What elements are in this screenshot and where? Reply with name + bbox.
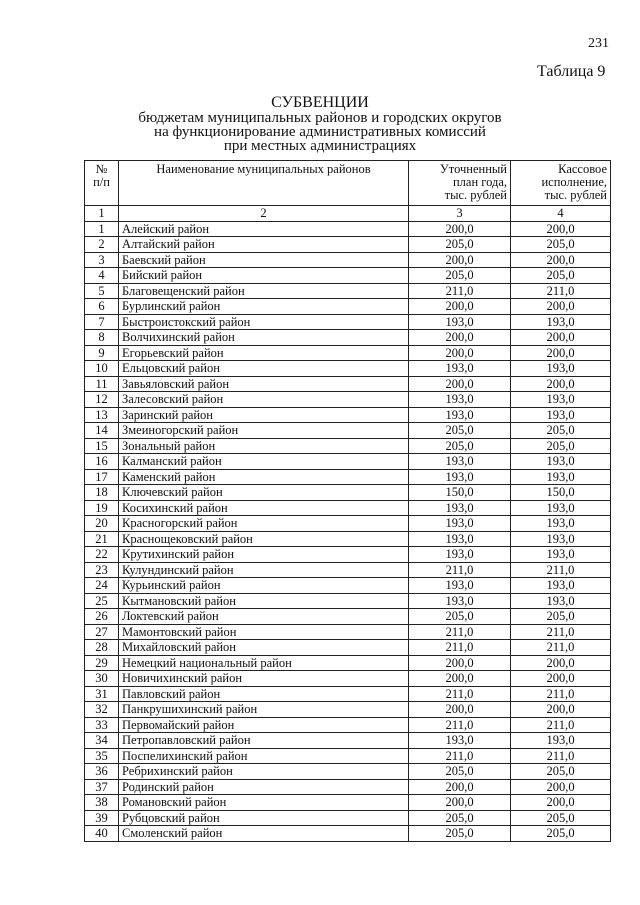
execution-value-cell: 200,0: [511, 345, 611, 361]
row-number-cell: 37: [85, 779, 119, 795]
plan-value-cell: 193,0: [409, 454, 511, 470]
table-row: [85, 547, 611, 563]
table-row: [85, 686, 611, 702]
execution-value-cell: 193,0: [511, 407, 611, 423]
district-name-cell: Павловский район: [119, 686, 409, 702]
table-label: Таблица 9: [537, 63, 606, 80]
execution-value-cell: 193,0: [511, 500, 611, 516]
district-name-cell: Романовский район: [119, 795, 409, 811]
subsidies-table: [84, 160, 611, 842]
header-district-name: Наименование муниципальных районов: [119, 161, 409, 206]
table-row: [85, 454, 611, 470]
plan-value-cell: 205,0: [409, 438, 511, 454]
execution-value-cell: 193,0: [511, 516, 611, 532]
header-plan: [409, 161, 511, 206]
row-number-cell: 28: [85, 640, 119, 656]
table-row: [85, 361, 611, 377]
district-name-cell: Заринский район: [119, 407, 409, 423]
column-index-row: [85, 206, 611, 222]
table-row: [85, 624, 611, 640]
header-plan-line: план года,: [452, 175, 507, 189]
row-number-cell: 22: [85, 547, 119, 563]
district-name-cell: Немецкий национальный район: [119, 655, 409, 671]
district-name-cell: Алтайский район: [119, 237, 409, 253]
district-name-cell: Краснощековский район: [119, 531, 409, 547]
plan-value-cell: 193,0: [409, 392, 511, 408]
column-index: 4: [511, 206, 611, 222]
plan-value-cell: 211,0: [409, 283, 511, 299]
execution-value-cell: 193,0: [511, 454, 611, 470]
table-row: [85, 655, 611, 671]
column-index: 2: [119, 206, 409, 222]
plan-value-cell: 200,0: [409, 671, 511, 687]
row-number-cell: 12: [85, 392, 119, 408]
district-name-cell: Бийский район: [119, 268, 409, 284]
row-number-cell: 2: [85, 237, 119, 253]
row-number-cell: 4: [85, 268, 119, 284]
district-name-cell: Кытмановский район: [119, 593, 409, 609]
execution-value-cell: 211,0: [511, 717, 611, 733]
plan-value-cell: 211,0: [409, 748, 511, 764]
table-row: [85, 485, 611, 501]
execution-value-cell: 193,0: [511, 578, 611, 594]
table-row: [85, 702, 611, 718]
district-name-cell: Локтевский район: [119, 609, 409, 625]
execution-value-cell: 205,0: [511, 438, 611, 454]
plan-value-cell: 200,0: [409, 376, 511, 392]
district-name-cell: Волчихинский район: [119, 330, 409, 346]
table-row: [85, 717, 611, 733]
district-name-cell: Смоленский район: [119, 826, 409, 842]
execution-value-cell: 193,0: [511, 733, 611, 749]
execution-value-cell: 193,0: [511, 314, 611, 330]
table-header-row: [85, 161, 611, 206]
plan-value-cell: 205,0: [409, 826, 511, 842]
plan-value-cell: 193,0: [409, 516, 511, 532]
table-row: [85, 795, 611, 811]
district-name-cell: Михайловский район: [119, 640, 409, 656]
district-name-cell: Новичихинский район: [119, 671, 409, 687]
table-row: [85, 407, 611, 423]
row-number-cell: 17: [85, 469, 119, 485]
table-row: [85, 237, 611, 253]
plan-value-cell: 200,0: [409, 655, 511, 671]
plan-value-cell: 205,0: [409, 423, 511, 439]
district-name-cell: Калманский район: [119, 454, 409, 470]
table-row: [85, 221, 611, 237]
row-number-cell: 21: [85, 531, 119, 547]
plan-value-cell: 193,0: [409, 361, 511, 377]
table-row: [85, 268, 611, 284]
table-row: [85, 733, 611, 749]
district-name-cell: Быстроистокский район: [119, 314, 409, 330]
table-row: [85, 748, 611, 764]
plan-value-cell: 193,0: [409, 547, 511, 563]
execution-value-cell: 200,0: [511, 671, 611, 687]
plan-value-cell: 200,0: [409, 252, 511, 268]
row-number-cell: 3: [85, 252, 119, 268]
plan-value-cell: 193,0: [409, 407, 511, 423]
district-name-cell: Благовещенский район: [119, 283, 409, 299]
table-row: [85, 609, 611, 625]
title-line-3: при местных администрациях: [223, 138, 417, 154]
row-number-cell: 39: [85, 810, 119, 826]
header-number-line: №: [95, 162, 108, 176]
table-row: [85, 640, 611, 656]
plan-value-cell: 211,0: [409, 717, 511, 733]
execution-value-cell: 200,0: [511, 221, 611, 237]
district-name-cell: Залесовский район: [119, 392, 409, 408]
header-execution-line: исполнение,: [541, 175, 607, 189]
execution-value-cell: 211,0: [511, 640, 611, 656]
district-name-cell: Рубцовский район: [119, 810, 409, 826]
execution-value-cell: 211,0: [511, 686, 611, 702]
execution-value-cell: 200,0: [511, 330, 611, 346]
plan-value-cell: 200,0: [409, 330, 511, 346]
title-line-2: на функционирование административных комиссий: [154, 124, 486, 140]
plan-value-cell: 193,0: [409, 593, 511, 609]
row-number-cell: 18: [85, 485, 119, 501]
district-name-cell: Егорьевский район: [119, 345, 409, 361]
row-number-cell: 1: [85, 221, 119, 237]
district-name-cell: Мамонтовский район: [119, 624, 409, 640]
row-number-cell: 20: [85, 516, 119, 532]
plan-value-cell: 193,0: [409, 531, 511, 547]
row-number-cell: 33: [85, 717, 119, 733]
table-row: [85, 314, 611, 330]
table-row: [85, 562, 611, 578]
district-name-cell: Курьинский район: [119, 578, 409, 594]
execution-value-cell: 150,0: [511, 485, 611, 501]
table-row: [85, 345, 611, 361]
table-row: [85, 593, 611, 609]
page-number: 231: [588, 36, 609, 51]
plan-value-cell: 193,0: [409, 500, 511, 516]
execution-value-cell: 211,0: [511, 562, 611, 578]
row-number-cell: 5: [85, 283, 119, 299]
execution-value-cell: 200,0: [511, 299, 611, 315]
table-row: [85, 330, 611, 346]
district-name-cell: Крутихинский район: [119, 547, 409, 563]
plan-value-cell: 193,0: [409, 314, 511, 330]
table-row: [85, 779, 611, 795]
execution-value-cell: 193,0: [511, 469, 611, 485]
plan-value-cell: 193,0: [409, 733, 511, 749]
plan-value-cell: 211,0: [409, 624, 511, 640]
row-number-cell: 25: [85, 593, 119, 609]
header-number-line: п/п: [93, 175, 110, 189]
table-row: [85, 826, 611, 842]
header-execution-line: Кассовое: [558, 162, 607, 176]
execution-value-cell: 193,0: [511, 547, 611, 563]
execution-value-cell: 205,0: [511, 268, 611, 284]
execution-value-cell: 211,0: [511, 748, 611, 764]
table-row: [85, 469, 611, 485]
execution-value-cell: 205,0: [511, 826, 611, 842]
district-name-cell: Баевский район: [119, 252, 409, 268]
district-name-cell: Ключевский район: [119, 485, 409, 501]
table-row: [85, 671, 611, 687]
plan-value-cell: 193,0: [409, 469, 511, 485]
table-row: [85, 283, 611, 299]
execution-value-cell: 193,0: [511, 593, 611, 609]
row-number-cell: 35: [85, 748, 119, 764]
plan-value-cell: 211,0: [409, 640, 511, 656]
execution-value-cell: 205,0: [511, 423, 611, 439]
row-number-cell: 11: [85, 376, 119, 392]
execution-value-cell: 200,0: [511, 779, 611, 795]
row-number-cell: 8: [85, 330, 119, 346]
row-number-cell: 24: [85, 578, 119, 594]
table-body: [85, 221, 611, 841]
row-number-cell: 34: [85, 733, 119, 749]
header-execution-line: тыс. рублей: [544, 188, 607, 202]
row-number-cell: 6: [85, 299, 119, 315]
table-row: [85, 438, 611, 454]
row-number-cell: 19: [85, 500, 119, 516]
execution-value-cell: 193,0: [511, 361, 611, 377]
district-name-cell: Первомайский район: [119, 717, 409, 733]
plan-value-cell: 200,0: [409, 795, 511, 811]
row-number-cell: 27: [85, 624, 119, 640]
table-row: [85, 500, 611, 516]
execution-value-cell: 205,0: [511, 609, 611, 625]
plan-value-cell: 205,0: [409, 764, 511, 780]
district-name-cell: Бурлинский район: [119, 299, 409, 315]
table-row: [85, 531, 611, 547]
column-index: 1: [85, 206, 119, 222]
row-number-cell: 10: [85, 361, 119, 377]
plan-value-cell: 200,0: [409, 779, 511, 795]
district-name-cell: Завьяловский район: [119, 376, 409, 392]
row-number-cell: 13: [85, 407, 119, 423]
title-main: СУБВЕНЦИИ: [271, 94, 369, 111]
row-number-cell: 26: [85, 609, 119, 625]
row-number-cell: 16: [85, 454, 119, 470]
header-plan-line: тыс. рублей: [444, 188, 507, 202]
plan-value-cell: 150,0: [409, 485, 511, 501]
execution-value-cell: 193,0: [511, 392, 611, 408]
table-row: [85, 578, 611, 594]
district-name-cell: Красногорский район: [119, 516, 409, 532]
table-row: [85, 423, 611, 439]
district-name-cell: Родинский район: [119, 779, 409, 795]
plan-value-cell: 205,0: [409, 609, 511, 625]
row-number-cell: 40: [85, 826, 119, 842]
table-row: [85, 810, 611, 826]
execution-value-cell: 200,0: [511, 702, 611, 718]
table-row: [85, 764, 611, 780]
plan-value-cell: 211,0: [409, 686, 511, 702]
district-name-cell: Зональный район: [119, 438, 409, 454]
row-number-cell: 29: [85, 655, 119, 671]
district-name-cell: Косихинский район: [119, 500, 409, 516]
district-name-cell: Ельцовский район: [119, 361, 409, 377]
district-name-cell: Поспелихинский район: [119, 748, 409, 764]
row-number-cell: 31: [85, 686, 119, 702]
header-number: [85, 161, 119, 206]
document-title: [0, 95, 640, 153]
table-row: [85, 299, 611, 315]
row-number-cell: 15: [85, 438, 119, 454]
plan-value-cell: 211,0: [409, 562, 511, 578]
execution-value-cell: 200,0: [511, 655, 611, 671]
execution-value-cell: 205,0: [511, 810, 611, 826]
table-row: [85, 376, 611, 392]
execution-value-cell: 211,0: [511, 624, 611, 640]
district-name-cell: Панкрушихинский район: [119, 702, 409, 718]
table-row: [85, 252, 611, 268]
plan-value-cell: 200,0: [409, 702, 511, 718]
row-number-cell: 14: [85, 423, 119, 439]
plan-value-cell: 200,0: [409, 345, 511, 361]
row-number-cell: 23: [85, 562, 119, 578]
plan-value-cell: 200,0: [409, 299, 511, 315]
plan-value-cell: 205,0: [409, 268, 511, 284]
row-number-cell: 36: [85, 764, 119, 780]
execution-value-cell: 193,0: [511, 531, 611, 547]
row-number-cell: 38: [85, 795, 119, 811]
execution-value-cell: 200,0: [511, 376, 611, 392]
title-line-1: бюджетам муниципальных районов и городских округов: [138, 110, 502, 126]
column-index: 3: [409, 206, 511, 222]
plan-value-cell: 193,0: [409, 578, 511, 594]
header-plan-line: Уточненный: [439, 162, 507, 176]
plan-value-cell: 205,0: [409, 237, 511, 253]
row-number-cell: 32: [85, 702, 119, 718]
plan-value-cell: 200,0: [409, 221, 511, 237]
district-name-cell: Кулундинский район: [119, 562, 409, 578]
execution-value-cell: 205,0: [511, 764, 611, 780]
table-row: [85, 516, 611, 532]
header-execution: [511, 161, 611, 206]
row-number-cell: 7: [85, 314, 119, 330]
execution-value-cell: 211,0: [511, 283, 611, 299]
district-name-cell: Ребрихинский район: [119, 764, 409, 780]
table-row: [85, 392, 611, 408]
row-number-cell: 30: [85, 671, 119, 687]
district-name-cell: Петропавловский район: [119, 733, 409, 749]
execution-value-cell: 205,0: [511, 237, 611, 253]
plan-value-cell: 205,0: [409, 810, 511, 826]
district-name-cell: Каменский район: [119, 469, 409, 485]
row-number-cell: 9: [85, 345, 119, 361]
district-name-cell: Алейский район: [119, 221, 409, 237]
execution-value-cell: 200,0: [511, 252, 611, 268]
district-name-cell: Змеиногорский район: [119, 423, 409, 439]
execution-value-cell: 200,0: [511, 795, 611, 811]
